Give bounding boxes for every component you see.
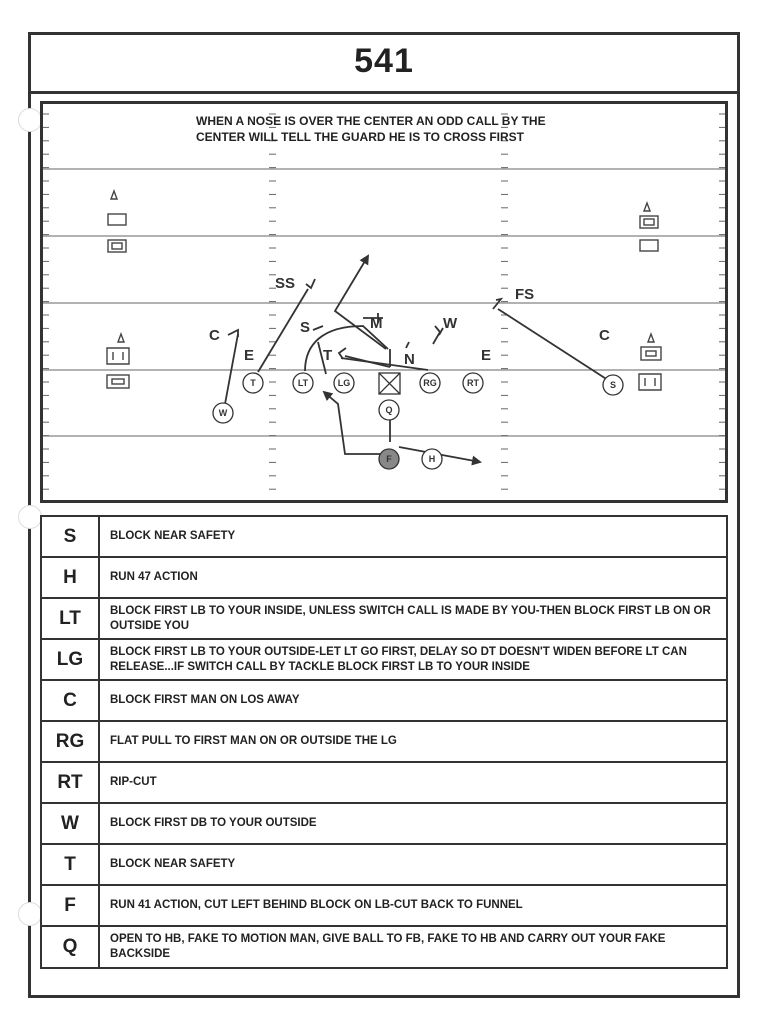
assignment-position: LT (42, 599, 100, 638)
defender-m: M (370, 315, 383, 332)
player-w: W (218, 408, 228, 418)
binder-hole (18, 902, 42, 926)
yard-lines (43, 169, 725, 436)
assignment-text: BLOCK FIRST LB TO YOUR INSIDE, UNLESS SWITCH CALL IS MADE BY YOU-THEN BLOCK FIRST LB ON OR OUTSIDE YOU (110, 604, 711, 632)
assignment-text: BLOCK NEAR SAFETY (110, 530, 236, 542)
assignment-position: T (42, 845, 100, 884)
assignment-text: FLAT PULL TO FIRST MAN ON OR OUTSIDE THE LG (110, 735, 397, 747)
assignment-row (40, 761, 728, 802)
play-diagram (40, 101, 728, 503)
assignment-position: S (42, 517, 100, 556)
assignment-text: OPEN TO HB, FAKE TO MOTION MAN, GIVE BALL TO FB, FAKE TO HB AND CARRY OUT YOUR FAKE BACKSIDE (110, 933, 666, 960)
player-t: T (250, 378, 256, 388)
play-note (196, 113, 546, 145)
defender-e-left: E (244, 347, 255, 364)
assignment-text: BLOCK NEAR SAFETY (110, 858, 236, 870)
defender-s: S (300, 319, 311, 336)
assignment-position: C (42, 681, 100, 720)
assignment-text: RIP-CUT (110, 776, 157, 788)
hash-marks (43, 114, 725, 489)
assignment-row (40, 802, 728, 843)
assignment-row (40, 556, 728, 597)
assignment-position: H (42, 558, 100, 597)
assignment-position: RT (42, 763, 100, 802)
assignment-row (40, 597, 728, 638)
player-h: H (428, 454, 436, 464)
assignment-position: LG (42, 640, 100, 679)
defender-c-right: C (599, 327, 610, 344)
assignment-position: F (42, 886, 100, 925)
yard-marker-right-top (640, 203, 658, 251)
player-f: F (386, 454, 392, 464)
defender-e-right: E (481, 347, 492, 364)
player-lt: LT (297, 378, 309, 388)
yard-marker-left-top (108, 191, 126, 252)
yard-marker-right-bottom (639, 334, 661, 390)
assignment-text: BLOCK FIRST LB TO YOUR OUTSIDE-LET LT GO FIRST, DELAY SO DT DOESN'T WIDEN BEFORE LT CAN RELEASE...IF SWITCH CALL BY TACKLE BLOCK FIRST LB TO YOUR INSIDE (110, 645, 687, 673)
player-q: Q (385, 405, 393, 415)
assignment-text: BLOCK FIRST DB TO YOUR OUTSIDE (110, 817, 317, 829)
defender-fs: FS (515, 286, 535, 303)
player-s: S (609, 380, 617, 390)
assignment-row (40, 884, 728, 925)
assignment-row (40, 638, 728, 679)
assignment-row (40, 925, 728, 969)
defender-w: W (443, 315, 458, 332)
defender-t: T (323, 347, 333, 364)
play-title: 541 (354, 42, 414, 80)
assignment-text: RUN 41 ACTION, CUT LEFT BEHIND BLOCK ON LB-CUT BACK TO FUNNEL (110, 899, 523, 911)
assignment-position: Q (42, 927, 100, 967)
binder-hole (18, 108, 42, 132)
note-line-1: WHEN A NOSE IS OVER THE CENTER AN ODD CALL BY THE (196, 114, 546, 128)
assignment-position: RG (42, 722, 100, 761)
offense-players (213, 373, 623, 469)
player-lg: LG (337, 378, 351, 388)
binder-hole (18, 505, 42, 529)
assignment-row (40, 515, 728, 556)
assignment-position: W (42, 804, 100, 843)
assignment-row (40, 679, 728, 720)
assignment-text: BLOCK FIRST MAN ON LOS AWAY (110, 694, 300, 706)
player-rt: RT (467, 378, 479, 388)
field-svg (43, 104, 725, 500)
defender-marks (228, 279, 501, 359)
assignment-text: RUN 47 ACTION (110, 571, 198, 583)
assignment-row (40, 843, 728, 884)
player-rg: RG (423, 378, 437, 388)
yard-marker-left-bottom (107, 334, 129, 388)
note-line-2: CENTER WILL TELL THE GUARD HE IS TO CROSS FIRST (196, 130, 525, 144)
assignments-table (40, 515, 728, 969)
assignment-row (40, 720, 728, 761)
defender-n: N (404, 351, 415, 368)
defender-ss: SS (275, 275, 296, 292)
defender-c-left: C (209, 327, 220, 344)
title-bar (28, 32, 740, 94)
